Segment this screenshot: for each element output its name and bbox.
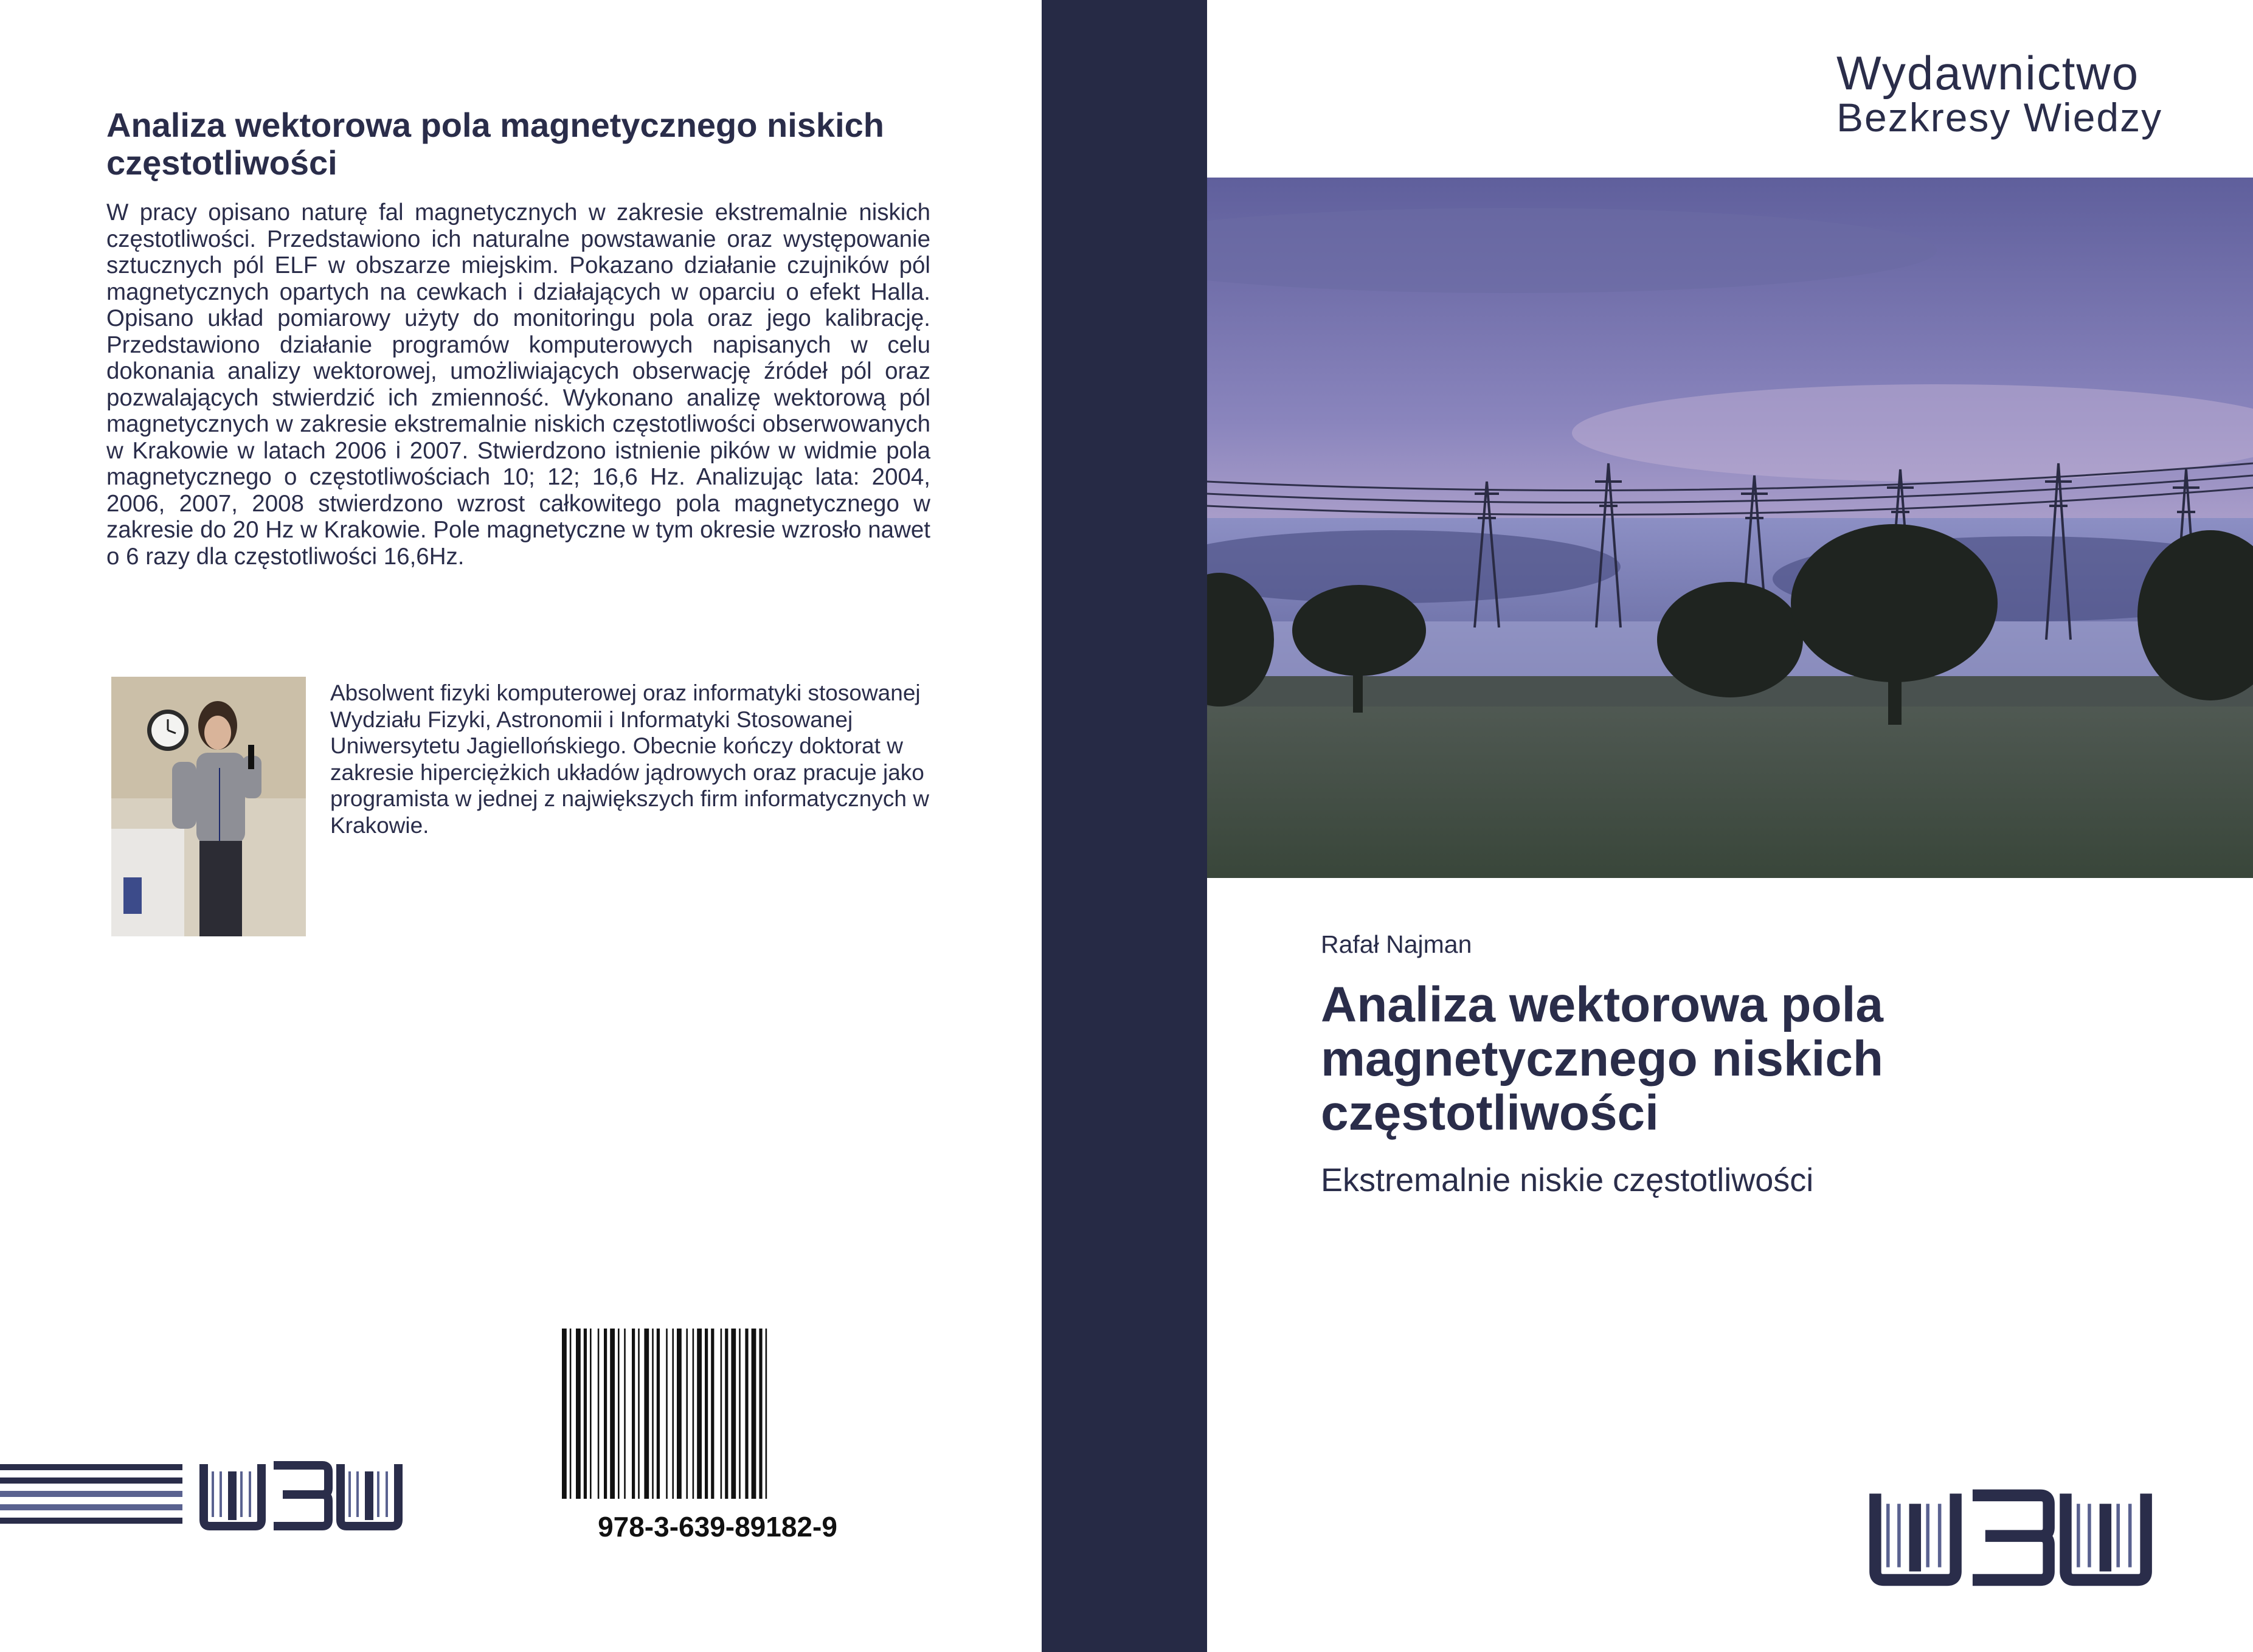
barcode-bar xyxy=(652,1329,654,1499)
logo-stripes-icon xyxy=(0,1460,182,1532)
barcode-bar xyxy=(672,1329,674,1499)
barcode-bar xyxy=(562,1329,567,1499)
back-title: Analiza wektorowa pola magnetycznego niskich częstotliwości xyxy=(106,106,884,182)
barcode-bar xyxy=(725,1329,728,1499)
book-spine xyxy=(1042,0,1207,1652)
publisher-name-line1: Wydawnictwo xyxy=(1836,46,2140,100)
author-bio: Absolwent fizyki komputerowej oraz informatyki stosowanej Wydziału Fizyki, Astronomii i Informatyki Stosowanej Uniwersytetu Jagiellońskiego. Obecnie kończy doktorat w zakresie hiperciężkich układów jądrowych oraz pracuje jako programista w jednej z największych firm informatycznych w Krakowie. xyxy=(330,680,929,838)
barcode xyxy=(559,1329,871,1499)
barcode-bar xyxy=(705,1329,708,1499)
isbn-number: 978-3-639-89182-9 xyxy=(598,1511,837,1543)
front-title: Analiza wektorowa pola magnetycznego niskich częstotliwości xyxy=(1321,977,1884,1141)
barcode-bar xyxy=(570,1329,572,1499)
w3w-logo-icon xyxy=(1867,1487,2159,1587)
barcode-bar xyxy=(731,1329,736,1499)
barcode-bar xyxy=(598,1329,600,1499)
barcode-bar xyxy=(638,1329,640,1499)
barcode-bar xyxy=(739,1329,741,1499)
barcode-bar xyxy=(697,1329,702,1499)
barcode-bar xyxy=(584,1329,587,1499)
barcode-bar xyxy=(632,1329,635,1499)
barcode-bar xyxy=(610,1329,615,1499)
barcode-bar xyxy=(618,1329,620,1499)
barcode-bar xyxy=(576,1329,581,1499)
barcode-bar xyxy=(624,1329,626,1499)
front-author: Rafał Najman xyxy=(1321,930,1472,958)
barcode-bar xyxy=(686,1329,688,1499)
barcode-bar xyxy=(677,1329,682,1499)
barcode-bar xyxy=(644,1329,649,1499)
front-subtitle: Ekstremalnie niskie częstotliwości xyxy=(1321,1162,1814,1198)
barcode-bar xyxy=(721,1329,722,1499)
barcode-bar xyxy=(752,1329,756,1499)
barcode-bar xyxy=(693,1329,694,1499)
w3w-logo-icon xyxy=(198,1459,407,1531)
barcode-bar xyxy=(766,1329,767,1499)
barcode-bar xyxy=(590,1329,592,1499)
barcode-bar xyxy=(759,1329,762,1499)
author-photo xyxy=(111,677,306,936)
barcode-bar xyxy=(711,1329,714,1499)
cover-photo xyxy=(1207,178,2253,878)
barcode-bar xyxy=(657,1329,660,1499)
barcode-bar xyxy=(666,1329,668,1499)
back-cover xyxy=(0,0,1042,1652)
publisher-name-line2: Bezkresy Wiedzy xyxy=(1836,95,2163,140)
barcode-bar xyxy=(745,1329,748,1499)
barcode-bar xyxy=(604,1329,607,1499)
back-description: W pracy opisano naturę fal magnetycznych w zakresie ekstremalnie niskich częstotliwości. Przedstawiono ich naturalne powstawanie oraz występowanie sztucznych pól ELF w obszarze miejskim. Pokazano działanie czujników pól magnetycznych opartych na cewkach i działających w oparciu o efekt Halla. Opisano układ pomiarowy użyty do monitoringu pola oraz jego kalibrację. Przedstawiono działanie programów komputerowych napisanych w celu dokonania analizy wektorowej, umożliwiających obserwację źródeł pól oraz pozwalających stwierdzić ich zmienność. Wykonano analizę wektorową pól magnetycznych w zakresie ekstremalnie niskich częstotliwości obserwowanych w Krakowie w latach 2006 i 2007. Stwierdzono istnienie pików w widmie pola magnetycznego o częstotliwościach 10; 12; 16,6 Hz. Analizując lata: 2004, 2006, 2007, 2008 stwierdzono wzrost całkowitego pola magnetycznego w zakresie do 20 Hz w Krakowie. Pole magnetyczne w tym okresie wzrosło nawet o 6 razy dla częstotliwości 16,6Hz. xyxy=(106,199,930,570)
